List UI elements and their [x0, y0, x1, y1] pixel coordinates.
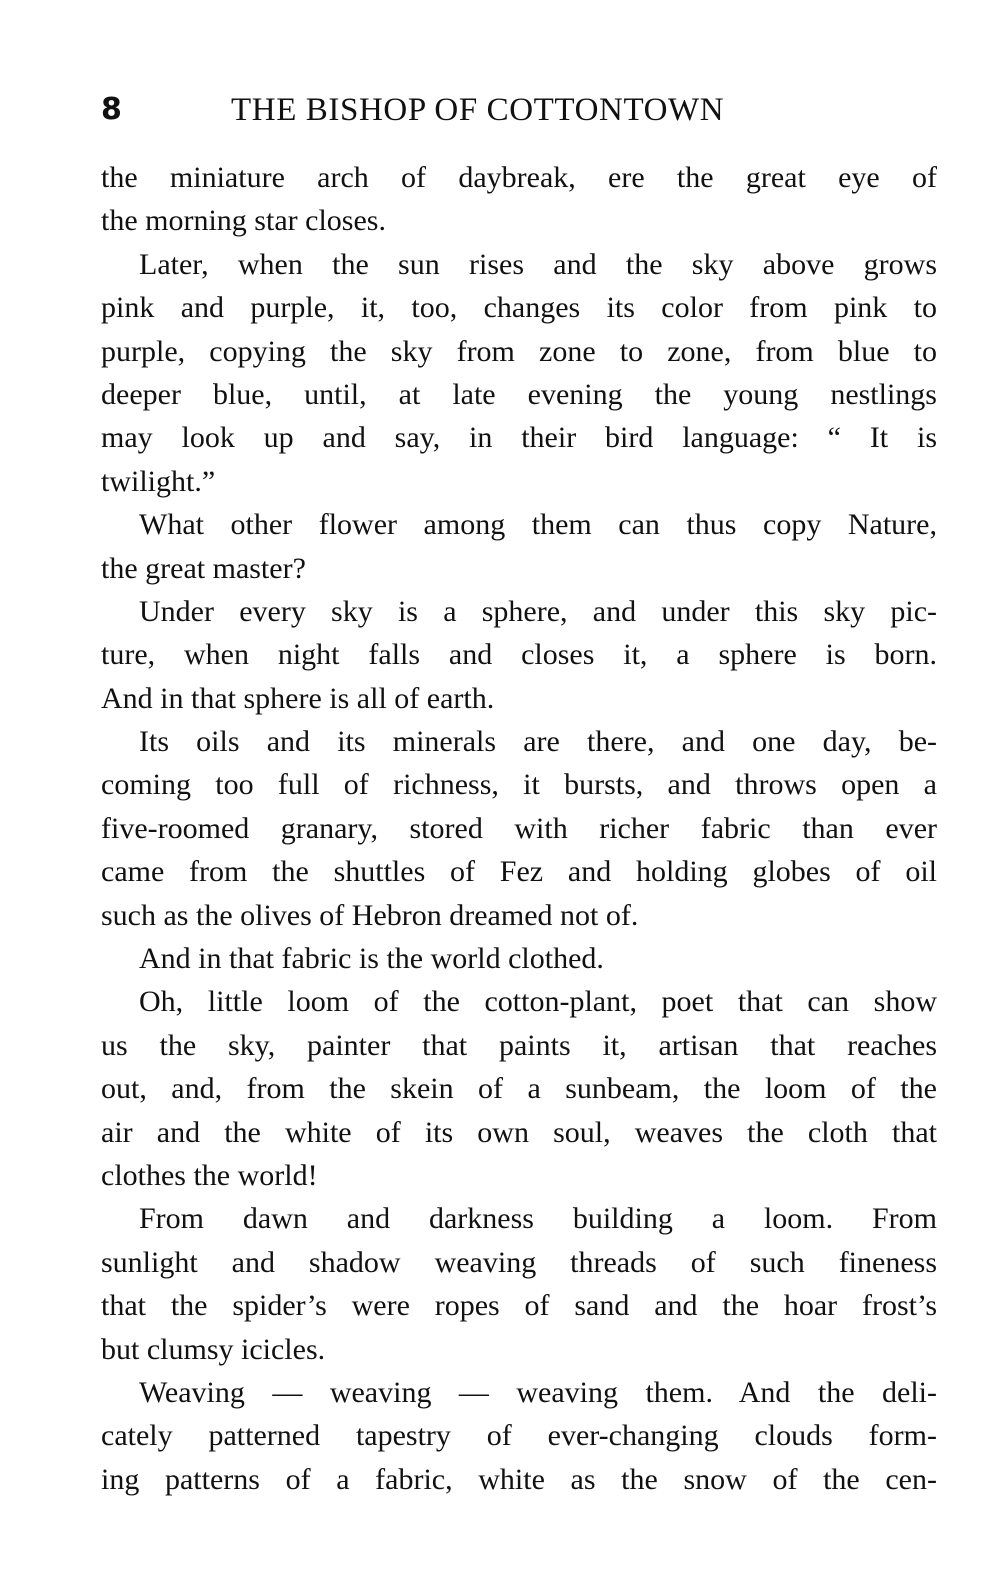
text-line: sunlight and shadow weaving threads of such fineness — [101, 1245, 937, 1279]
text-line: cately patterned tapestry of ever-changing clouds form- — [101, 1419, 937, 1453]
text-line: Oh, little loom of the cotton-plant, poet that can show — [139, 985, 937, 1019]
text-line: the miniature arch of daybreak, ere the great eye of — [101, 161, 937, 194]
text-line: may look up and say, in their bird language: “ It is — [101, 421, 937, 455]
text-line: ture, when night falls and closes it, a sphere is born. — [101, 638, 937, 672]
text-line: us the sky, painter that paints it, artisan that reaches — [101, 1028, 937, 1062]
text-line: From dawn and darkness building a loom. From — [139, 1202, 937, 1236]
text-line: out, and, from the skein of a sunbeam, the loom of the — [101, 1072, 937, 1106]
text-line: Its oils and its minerals are there, and one day, be- — [139, 725, 937, 759]
body-text — [101, 156, 937, 1501]
text-line: air and the white of its own soul, weaves the cloth that — [101, 1115, 937, 1149]
text-line: pink and purple, it, too, changes its color from pink to — [101, 291, 937, 325]
text-line: came from the shuttles of Fez and holding globes of oil — [101, 855, 937, 889]
text-line: that the spider’s were ropes of sand and the hoar frost’s — [101, 1289, 937, 1323]
text-line: Later, when the sun rises and the sky above grows — [139, 247, 937, 281]
text-line: And in that sphere is all of earth. — [101, 681, 495, 715]
running-head — [101, 84, 937, 136]
text-line: Under every sky is a sphere, and under this sky pic- — [139, 594, 937, 628]
book-page — [101, 84, 937, 1501]
text-line: the morning star closes. — [101, 204, 386, 238]
text-line: clothes the world! — [101, 1158, 318, 1192]
text-line: five-roomed granary, stored with richer fabric than ever — [101, 811, 937, 845]
page-number: 8 — [101, 92, 122, 127]
book-title: THE BISHOP OF COTTONTOWN — [231, 92, 725, 128]
text-line: such as the olives of Hebron dreamed not of. — [101, 898, 639, 932]
text-line: Weaving — weaving — weaving them. And the deli- — [139, 1375, 937, 1409]
text-line: but clumsy icicles. — [101, 1332, 326, 1366]
text-line: deeper blue, until, at late evening the young nestlings — [101, 377, 937, 411]
text-line: the great master? — [101, 551, 306, 585]
text-line: What other flower among them can thus copy Nature, — [139, 508, 937, 542]
text-line: purple, copying the sky from zone to zone, from blue to — [101, 334, 937, 368]
text-line: twilight.” — [101, 464, 216, 498]
text-line: And in that fabric is the world clothed. — [139, 942, 604, 976]
text-line: ing patterns of a fabric, white as the snow of the cen- — [101, 1462, 937, 1496]
text-line: coming too full of richness, it bursts, and throws open a — [101, 768, 937, 802]
